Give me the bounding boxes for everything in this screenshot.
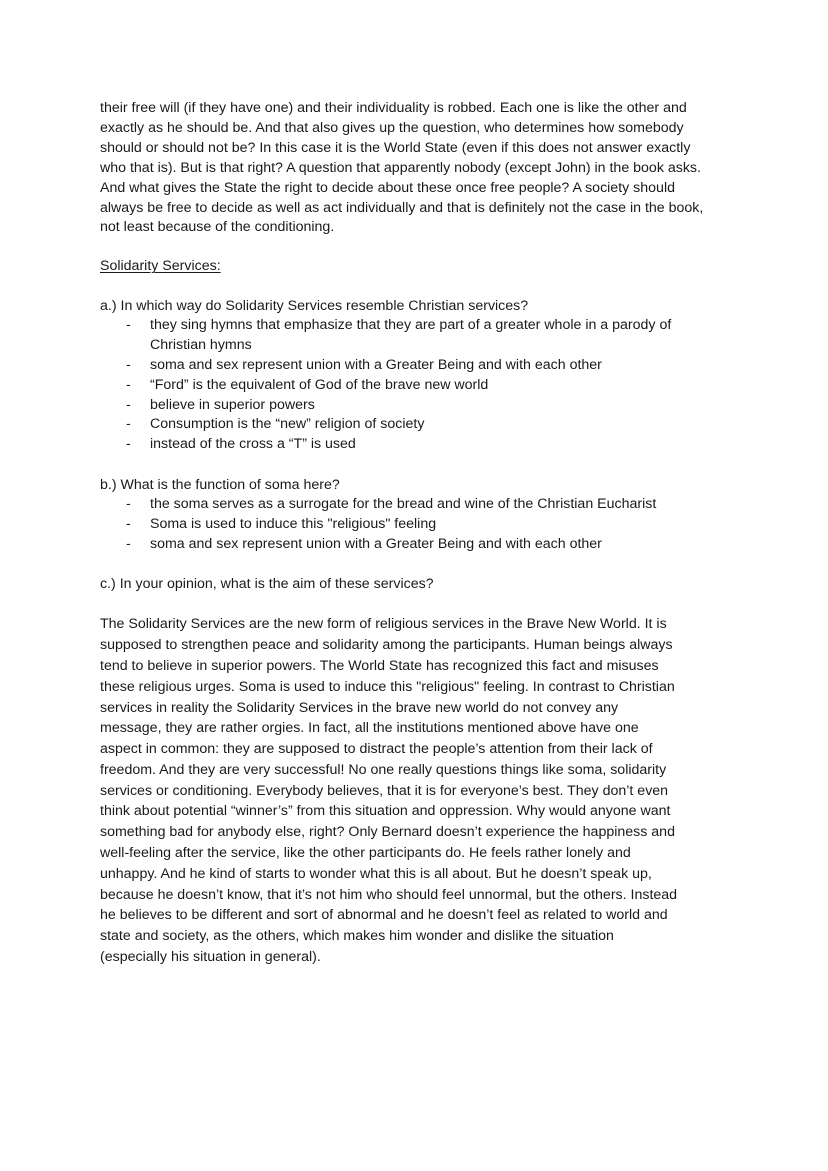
answer-line: these religious urges. Soma is used to induce this "religious" feeling. In contrast to Christian — [100, 678, 675, 695]
bullet-dash: - — [126, 495, 131, 512]
intro-line: their free will (if they have one) and their individuality is robbed. Each one is like the other and — [100, 100, 687, 116]
bullet-dash: - — [126, 376, 131, 393]
bullet-dash: - — [126, 535, 131, 552]
bullet-dash: - — [126, 436, 131, 453]
list-item-text: Soma is used to induce this "religious" feeling — [150, 515, 437, 532]
list-item — [126, 435, 730, 455]
intro-line: who that is). But is that right? A question that apparently nobody (except John) in the book asks. — [100, 159, 701, 176]
question-a: a.) In which way do Solidarity Services resemble Christian services? — [100, 298, 529, 315]
answer-line: aspect in common: they are supposed to distract the people’s attention from their lack of — [100, 741, 653, 758]
answer-line: supposed to strengthen peace and solidarity among the participants. Human beings always — [100, 637, 673, 654]
answer-paragraph — [100, 614, 732, 968]
bullet-dash: - — [126, 515, 131, 532]
bullet-dash: - — [126, 356, 131, 373]
list-item — [126, 376, 730, 396]
list-item-text: Consumption is the “new” religion of society — [150, 416, 425, 433]
list-item-text: soma and sex represent union with a Greater Being and with each other — [150, 535, 602, 552]
list-item — [126, 356, 730, 376]
intro-line: should or should not be? In this case it is the World State (even if this does not answer exactly — [100, 139, 691, 156]
list-item-text: soma and sex represent union with a Greater Being and with each other — [150, 356, 602, 373]
list-item-text: the soma serves as a surrogate for the bread and wine of the Christian Eucharist — [150, 495, 657, 512]
answer-line: (especially his situation in general). — [100, 949, 321, 966]
intro-line: exactly as he should be. And that also gives up the question, who determines how somebody — [100, 119, 684, 136]
answer-line: state and society, as the others, which makes him wonder and dislike the situation — [100, 928, 614, 945]
list-item-text: “Ford” is the equivalent of God of the brave new world — [150, 376, 489, 393]
intro-paragraph — [100, 99, 730, 238]
question-c: c.) In your opinion, what is the aim of these services? — [100, 576, 434, 593]
answer-line: think about potential “winner’s” from this situation and oppression. Why would anyone want — [100, 803, 671, 820]
bullet-dash: - — [126, 396, 131, 413]
answer-line: services in reality the Solidarity Services in the brave new world do not convey any — [100, 699, 619, 716]
answer-line: freedom. And they are very successful! No one really questions things like soma, solidarity — [100, 761, 667, 778]
answer-line: tend to believe in superior powers. The World State has recognized this fact and misuses — [100, 657, 659, 674]
section-heading: Solidarity Services: — [100, 258, 221, 275]
list-item — [126, 535, 730, 555]
list-item — [126, 515, 730, 535]
answer-line: The Solidarity Services are the new form of religious services in the Brave New World. It is — [100, 616, 667, 633]
intro-line: And what gives the State the right to decide about these once free people? A society should — [100, 179, 675, 196]
question-b-list — [100, 495, 730, 554]
list-item-text: they sing hymns that emphasize that they are part of a greater whole in a parody of Christian hymns — [150, 317, 672, 354]
intro-line: not least because of the conditioning. — [100, 219, 335, 236]
answer-line: services or conditioning. Everybody believes, that it is for everyone’s best. They don’t even — [100, 782, 669, 799]
document-body — [100, 99, 730, 968]
list-item-text: believe in superior powers — [150, 396, 315, 413]
answer-line: unhappy. And he kind of starts to wonder what this is all about. But he doesn’t speak up, — [100, 865, 652, 882]
list-item — [126, 396, 730, 416]
intro-line: always be free to decide as well as act individually and that is definitely not the case in the book, — [100, 199, 704, 216]
answer-line: something bad for anybody else, right? Only Bernard doesn’t experience the happiness and — [100, 824, 675, 841]
bullet-dash: - — [126, 416, 131, 433]
answer-line: well-feeling after the service, like the other participants do. He feels rather lonely and — [100, 845, 631, 862]
answer-line: because he doesn’t know, that it’s not him who should feel unnormal, but the others. Instead — [100, 886, 678, 903]
answer-line: message, they are rather orgies. In fact, all the institutions mentioned above have one — [100, 720, 639, 737]
bullet-dash: - — [126, 317, 131, 334]
list-item — [126, 415, 730, 435]
list-item-text: instead of the cross a “T” is used — [150, 436, 356, 453]
list-item — [126, 495, 730, 515]
answer-line: he believes to be different and sort of abnormal and he doesn’t feel as related to world and — [100, 907, 668, 924]
list-item — [126, 316, 730, 356]
question-a-list — [100, 316, 730, 455]
question-b: b.) What is the function of soma here? — [100, 476, 340, 493]
